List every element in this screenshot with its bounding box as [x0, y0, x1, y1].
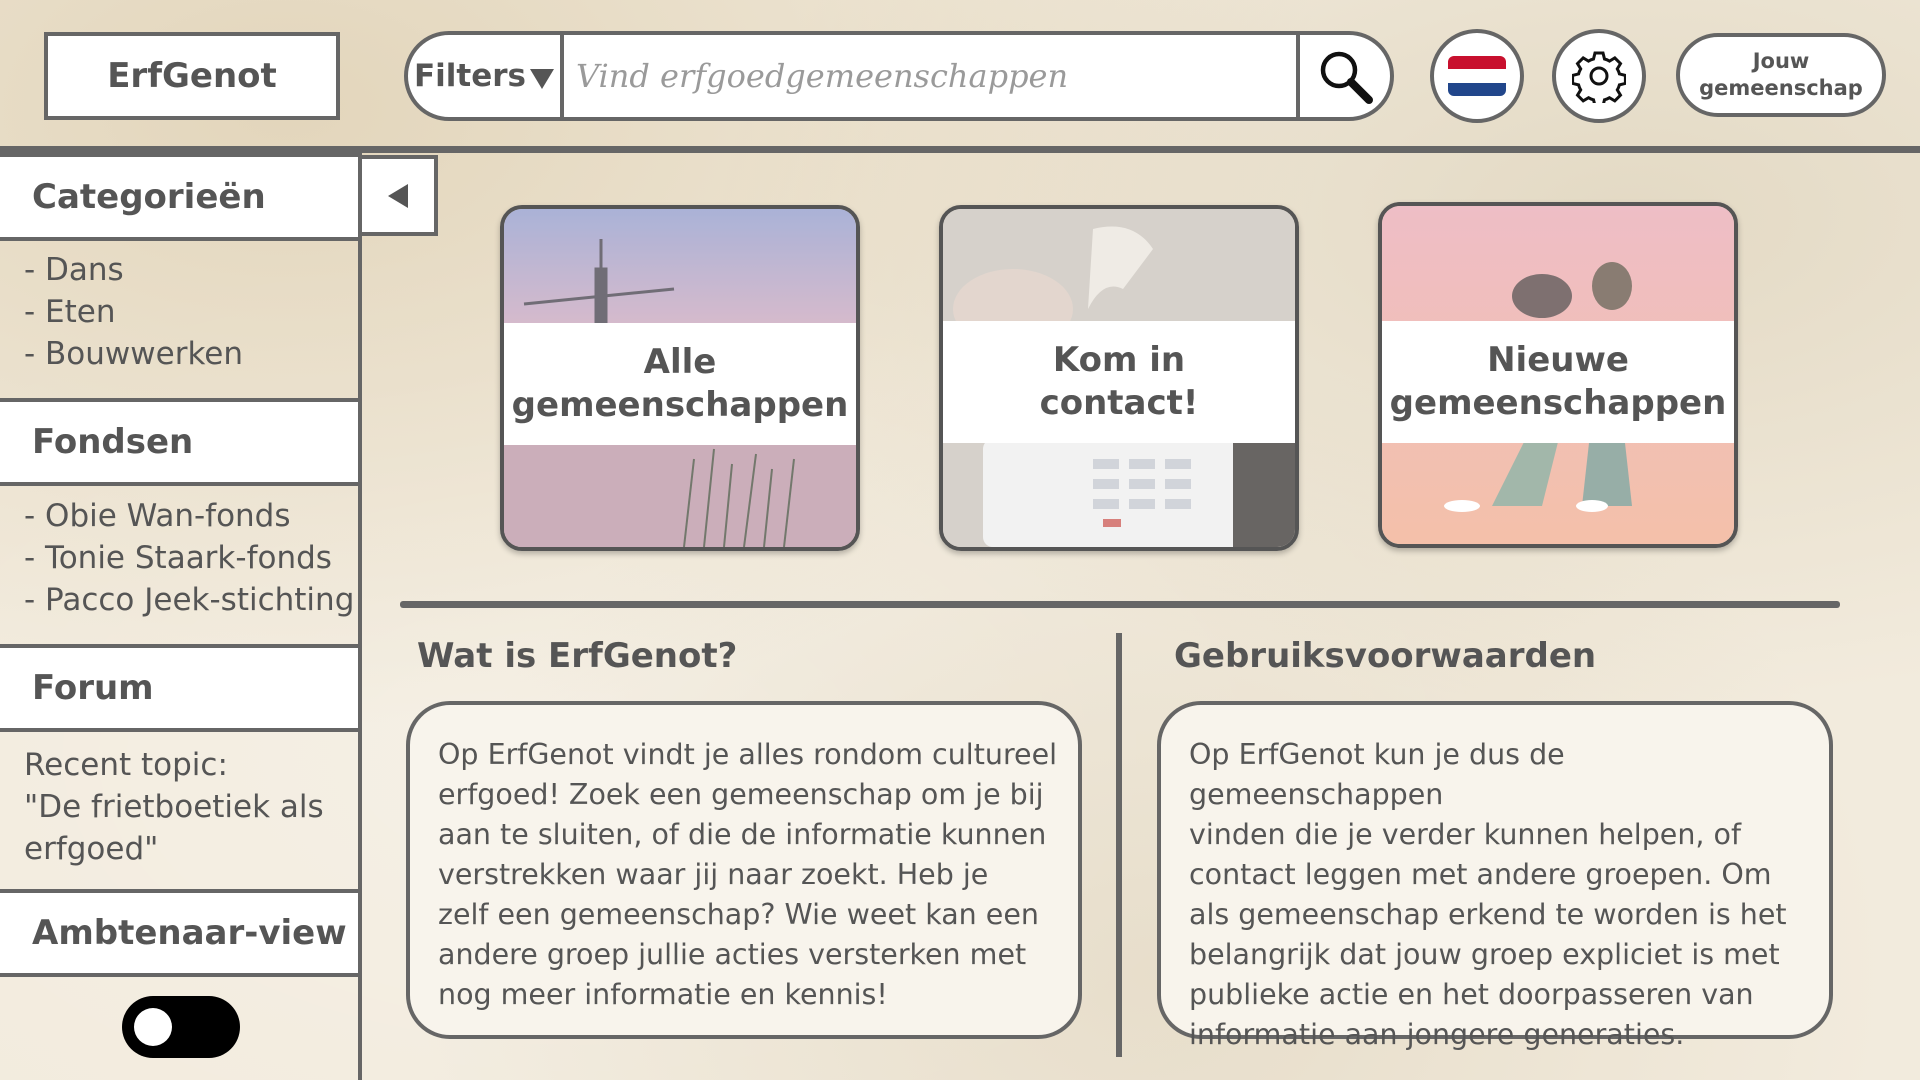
chevron-down-icon — [530, 69, 554, 89]
sidebar-header-label: Categorieën — [32, 177, 266, 217]
logo[interactable] — [44, 32, 340, 120]
terms-title: Gebruiksvoorwaarden — [1174, 636, 1597, 676]
sidebar-header-funds[interactable] — [0, 398, 362, 486]
terms-text-line: vinden die je verder kunnen helpen, of — [1189, 818, 1741, 851]
sidebar-header-label: Forum — [32, 668, 154, 708]
forum-recent-topic[interactable] — [24, 744, 324, 870]
about-text-line: andere groep jullie acties versterken met — [438, 938, 1027, 971]
category-list — [24, 249, 243, 375]
content-divider — [400, 601, 1840, 608]
community-button-line-2: gemeenschap — [1699, 76, 1863, 100]
forum-topic-line: Recent topic: — [24, 747, 228, 783]
filters-label: Filters — [413, 58, 526, 94]
terms-text-line: informatie aan jongere generaties. — [1189, 1018, 1685, 1051]
search-button[interactable] — [1296, 35, 1390, 117]
about-text-line: aan te sluiten, of die de informatie kunnen — [438, 818, 1047, 851]
about-text-line: zelf een gemeenschap? Wie weet kan een — [438, 898, 1039, 931]
terms-text-line: Op ErfGenot kun je dus de gemeenschappen — [1189, 738, 1565, 811]
card-label — [943, 321, 1295, 443]
about-textbox — [406, 701, 1082, 1039]
forum-topic-line: erfgoed" — [24, 831, 159, 867]
sidebar-header-official-view — [0, 889, 362, 977]
sidebar-item-bouwwerken[interactable]: - Bouwwerken — [24, 336, 244, 372]
sidebar-header-categories[interactable] — [0, 153, 362, 241]
card-all-communities[interactable] — [500, 205, 860, 551]
card-label-line-1: Kom in — [1052, 340, 1186, 380]
card-label-line-2: gemeenschappen — [1389, 383, 1727, 423]
sidebar-header-forum[interactable] — [0, 644, 362, 732]
sidebar-item-dans[interactable]: - Dans — [24, 252, 124, 288]
sidebar-header-label: Ambtenaar-view — [32, 913, 347, 953]
card-label-line-2: contact! — [1039, 383, 1199, 423]
flag-nl-icon — [1448, 56, 1506, 96]
logo-text: ErfGenot — [107, 56, 277, 96]
card-label-line-1: Nieuwe — [1487, 340, 1629, 380]
your-community-button[interactable] — [1676, 33, 1886, 117]
language-button[interactable] — [1430, 29, 1524, 123]
sidebar-item-tonie-staark-fonds[interactable]: - Tonie Staark-fonds — [24, 540, 332, 576]
sidebar-item-pacco-jeek-stichting[interactable]: - Pacco Jeek-stichting — [24, 582, 355, 618]
terms-textbox — [1157, 701, 1833, 1051]
about-text-line: nog meer informatie en kennis! — [438, 978, 888, 1011]
terms-text-line: als gemeenschap erkend te worden is het — [1189, 898, 1787, 931]
toggle-knob — [134, 1008, 172, 1046]
forum-topic-line: "De frietboetiek als — [24, 789, 324, 825]
filters-dropdown[interactable] — [408, 35, 564, 117]
column-divider — [1116, 633, 1122, 1057]
collapse-sidebar-button[interactable] — [362, 155, 438, 236]
search-input[interactable] — [564, 35, 1296, 117]
terms-text-line: contact leggen met andere groepen. Om — [1189, 858, 1772, 891]
search-bar — [404, 31, 1394, 121]
terms-text-line: belangrijk dat jouw groep expliciet is met — [1189, 938, 1780, 971]
card-label — [504, 323, 856, 445]
about-text-line: Op ErfGenot vindt je alles rondom cultureel — [438, 738, 1058, 771]
card-get-in-contact[interactable] — [939, 205, 1299, 551]
card-label-line-1: Alle — [643, 342, 717, 382]
about-text-line: erfgoed! Zoek een gemeenschap om je bij — [438, 778, 1044, 811]
header-divider — [0, 146, 1920, 153]
terms-text-line: publieke actie en het doorpasseren van — [1189, 978, 1754, 1011]
card-label — [1382, 321, 1734, 443]
gear-icon — [1572, 49, 1626, 103]
community-button-line-1: Jouw — [1752, 49, 1810, 73]
funds-list — [24, 495, 354, 621]
collapse-arrow-icon — [388, 184, 408, 208]
card-new-communities[interactable] — [1378, 202, 1738, 548]
about-title: Wat is ErfGenot? — [417, 636, 738, 676]
sidebar-item-eten[interactable]: - Eten — [24, 294, 116, 330]
search-icon — [1315, 46, 1375, 106]
official-view-toggle[interactable] — [122, 996, 240, 1058]
sidebar-header-label: Fondsen — [32, 422, 194, 462]
about-text-line: verstrekken waar jij naar zoekt. Heb je — [438, 858, 989, 891]
settings-button[interactable] — [1552, 29, 1646, 123]
sidebar-item-obie-wan-fonds[interactable]: - Obie Wan-fonds — [24, 498, 291, 534]
card-label-line-2: gemeenschappen — [511, 385, 849, 425]
